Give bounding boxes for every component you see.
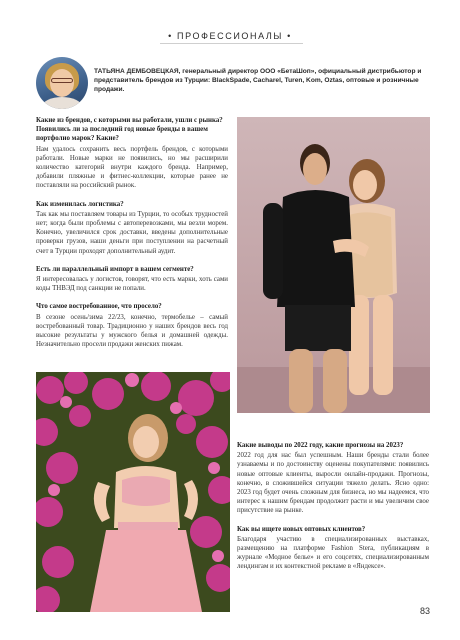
section-header (0, 26, 460, 44)
question: Какие из брендов, с которыми вы работали, ушли с рынка? Появились ли за последний год новые бренды в вашем портфолио марок? Какие? (36, 117, 223, 143)
avatar-face (50, 69, 74, 97)
question: Какие выводы по 2022 году, какие прогнозы на 2023? (237, 442, 404, 449)
answer: Я интересовалась у логистов, говорят, что есть марки, хоть сами коды ТНВЭД под санкции не попали. (36, 276, 228, 293)
couple-photo (237, 117, 430, 413)
answer: Благодаря участию в специализированных выставках, размещению на платформе Fashion Stera, публикациям в журнале «Модное белье» и его соцсетях, специализированным лендингам и их контекстной рекламе в «Яндексе». (237, 535, 429, 571)
left-column (36, 116, 228, 358)
avatar-clothing (42, 97, 82, 109)
right-column (237, 441, 429, 581)
answer: Так как мы поставляем товары из Турции, то особых трудностей нет; когда были проблемы с автоперевозками, мы везли морем. Конечно, увеличился срок доставки, введены дополнительные проверки грузов, наши деньги при поступлении на расчетный счет в Турции проходят дополнительный аудит. (36, 210, 228, 255)
answer: 2022 год для нас был успешным. Наши бренды стали более узнаваемы и по достоинству оценены покупателями: появились новые оптовые клиенты, выросли онлайн-продажи. Прогнозы, конечно, в сложившейся ситуации тяжело делать. Ясно одно: 2023 год будет очень сложным для бизнеса, но мы надеемся, что интерес к нашим брендам продолжит расти и мы увеличим свое присутствие на рынке. (237, 452, 429, 515)
author-block (36, 57, 436, 115)
header-divider (160, 43, 303, 44)
question: Есть ли параллельный импорт в вашем сегменте? (36, 265, 194, 273)
model-photo (36, 372, 230, 612)
answer: Нам удалось сохранить весь портфель брендов, с которыми работали. Новые марки не появились, но мы расширили количество категорий внутри каждого бренда. Например, добавили пляжные и фитнес-коллекции, которые ранее не поставляли на российский рынок. (36, 145, 228, 190)
question: Что самое востребованное, что просело? (36, 303, 162, 311)
author-avatar (36, 57, 88, 109)
author-bio: ТАТЬЯНА ДЕМБОВЕЦКАЯ, генеральный директор ООО «БетаШоп», официальный дистрибьютор и представитель брендов из Турции: BlackSpade, Cacharel, Turen, Kom, Oztas, оптовые и розничные продажи. (94, 68, 422, 93)
section-label: • ПРОФЕССИОНАЛЫ • (168, 31, 292, 41)
question: Как вы ищете новых оптовых клиентов? (237, 525, 366, 533)
question: Как изменилась логистика? (36, 200, 124, 208)
couple-photo-illustration (237, 117, 430, 413)
page-number: 83 (419, 606, 430, 616)
model-photo-illustration (36, 372, 230, 612)
avatar-glasses (51, 78, 73, 83)
answer: В сезоне осень/зима 22/23, конечно, термобелье – самый востребованный товар. Традиционно у наших брендов весь год высокие результаты у мужского белья и домашней одежды. Незначительно просели продажи женских пижам. (36, 313, 228, 349)
